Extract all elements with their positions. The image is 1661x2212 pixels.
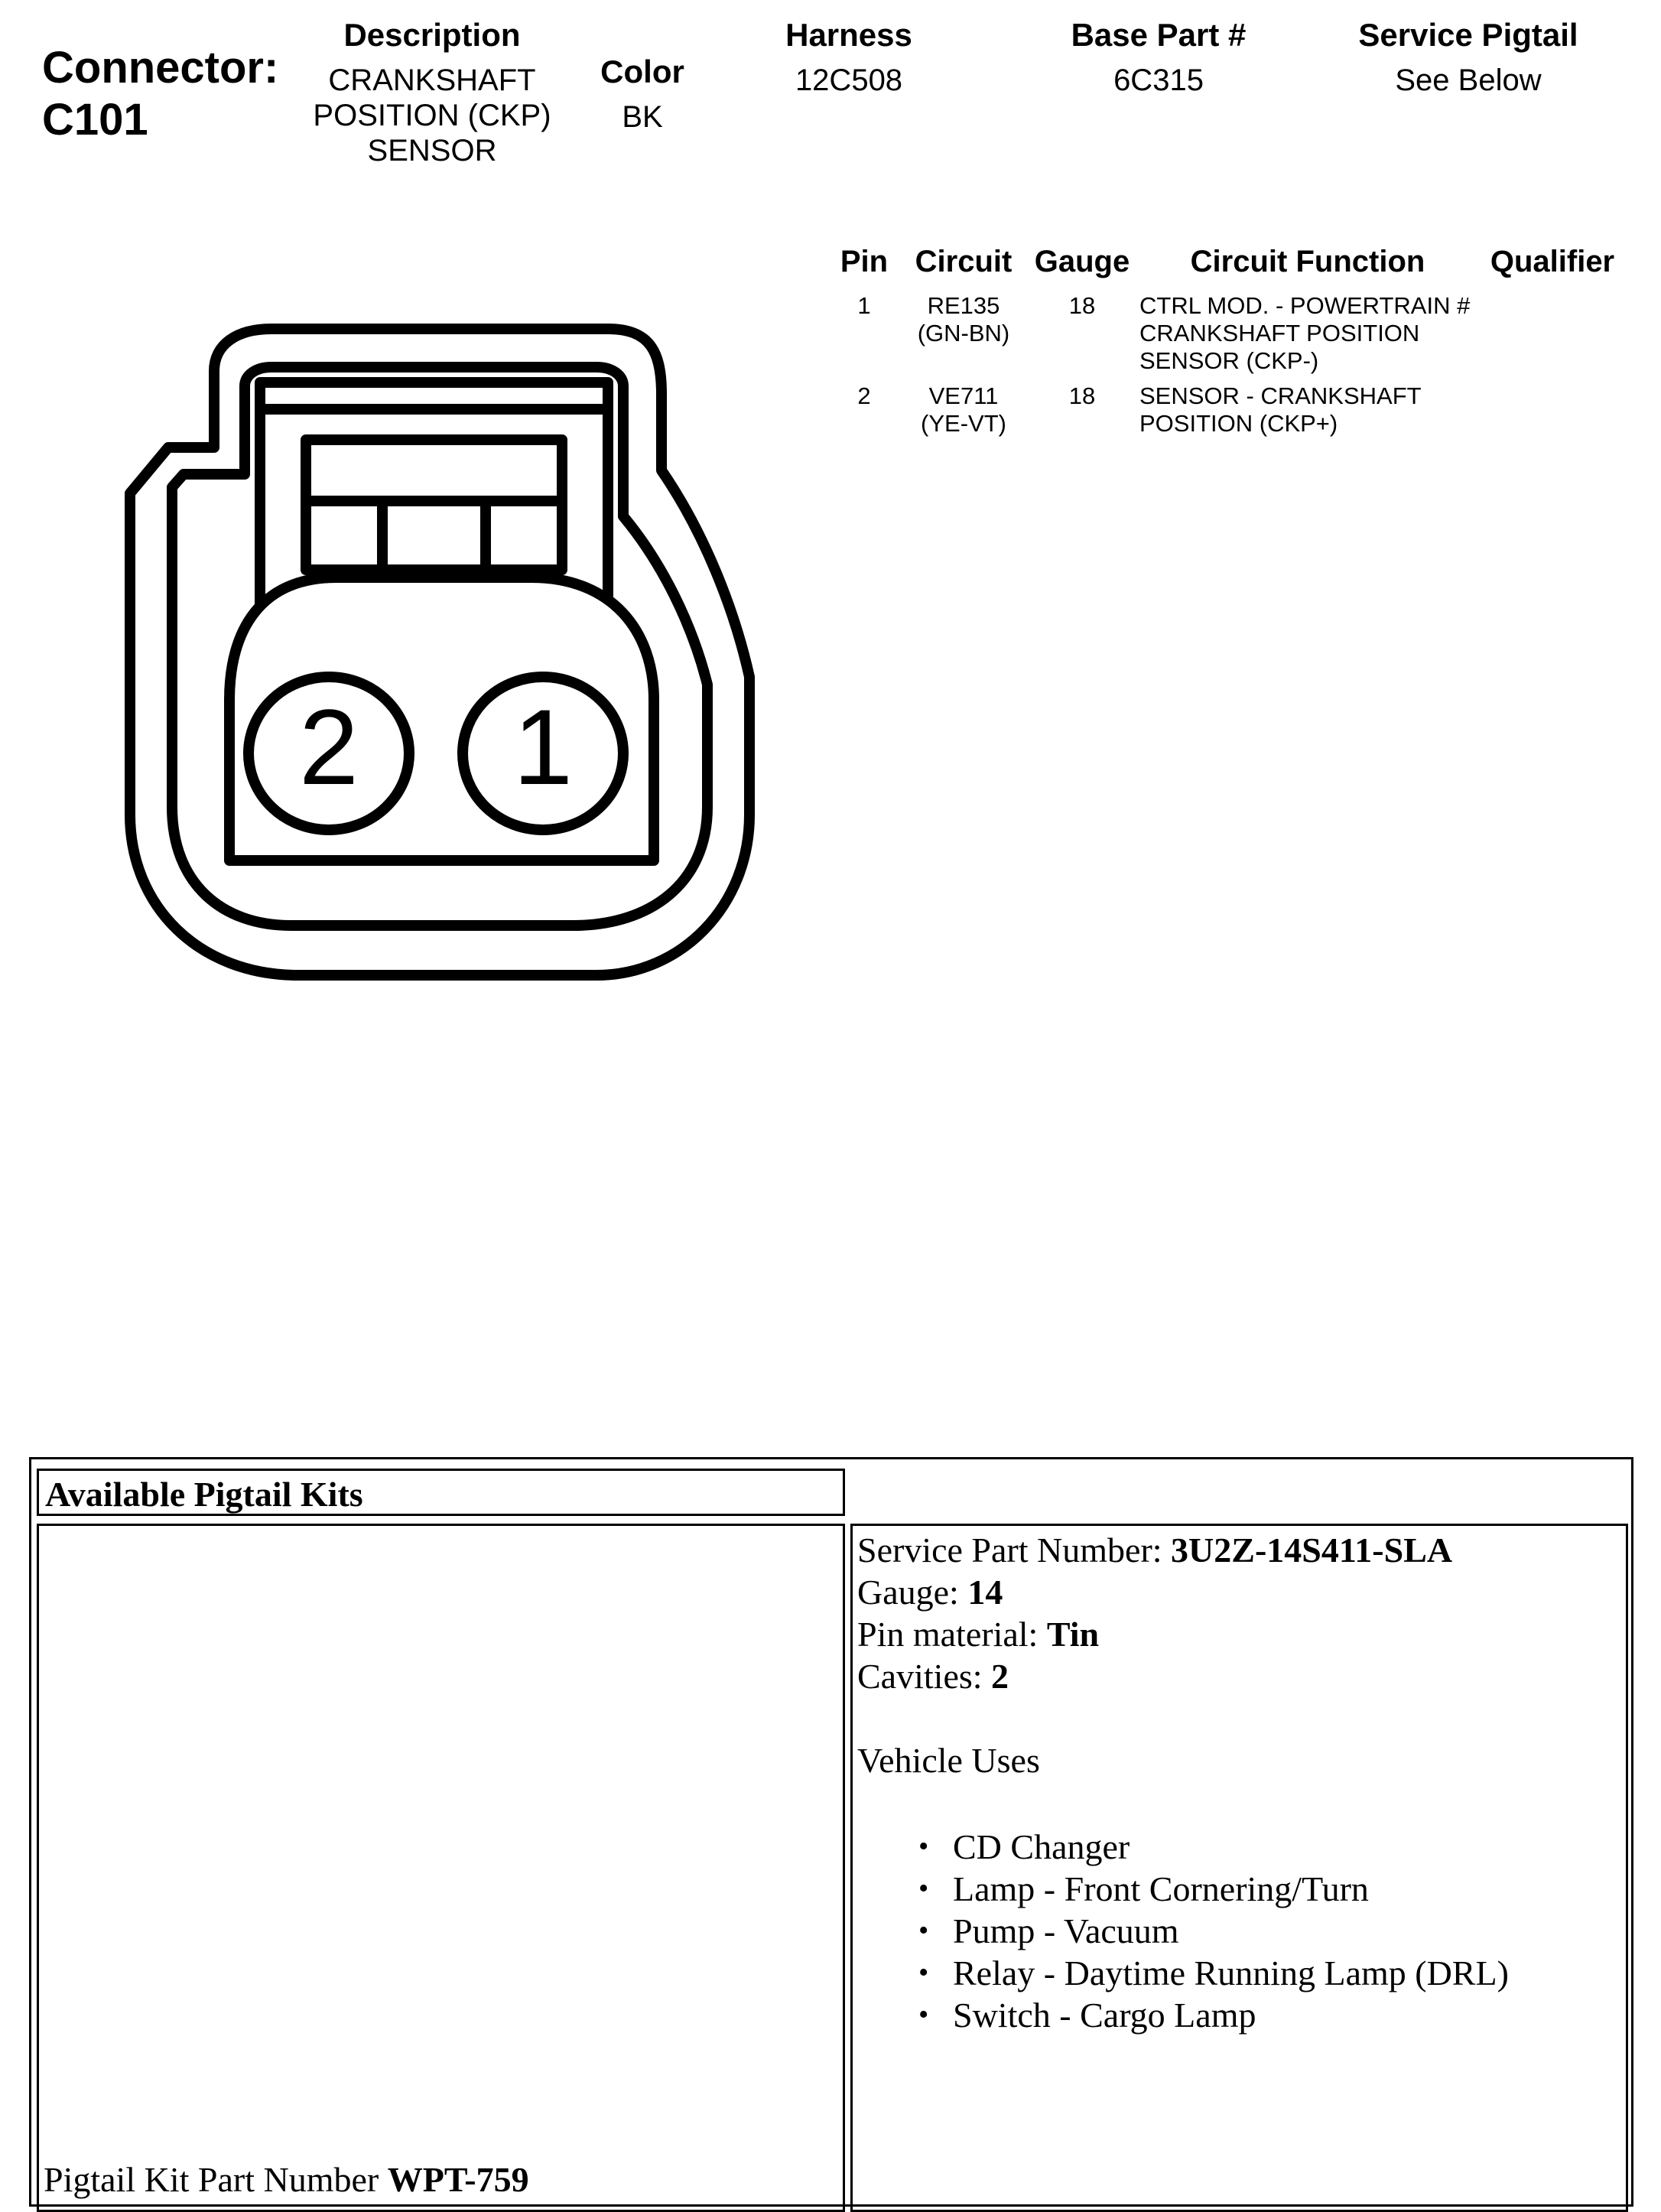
vehicle-uses-list [857, 1826, 1621, 2036]
service-pigtail-column [1323, 17, 1614, 98]
harness-column [734, 17, 964, 98]
lock-tab [306, 440, 562, 501]
circuit-cell: VE711 (YE-VT) [921, 382, 1006, 437]
pigtail-kit-details-cell [850, 1524, 1628, 2212]
connector-face-diagram [115, 317, 772, 991]
description-column [283, 17, 581, 168]
color-label: Color [600, 54, 684, 89]
circuit-header: Circuit [915, 245, 1013, 278]
base-part-label: Base Part # [1071, 17, 1247, 53]
gauge-header: Gauge [1034, 245, 1130, 278]
description-value: CRANKSHAFT POSITION (CKP) SENSOR [313, 63, 551, 168]
gauge-cell: 18 [1068, 292, 1096, 319]
pigtail-kit-image-cell [37, 1524, 845, 2212]
circuit-cell: RE135 (GN-BN) [917, 292, 1010, 346]
service-pigtail-label: Service Pigtail [1358, 17, 1578, 53]
connector-label: Connector: [42, 43, 279, 93]
color-column [566, 54, 719, 135]
circuit-function-cell: CTRL MOD. - POWERTRAIN # CRANKSHAFT POSITION SENSOR (CKP-) [1139, 292, 1471, 374]
connector-id: C101 [42, 95, 148, 145]
base-part-value: 6C315 [1113, 63, 1204, 97]
circuit-function-header: Circuit Function [1190, 245, 1425, 278]
circuit-function-cell: SENSOR - CRANKSHAFT POSITION (CKP+) [1139, 382, 1422, 437]
service-part-number: Service Part Number: 3U2Z-14S411-SLA [857, 1531, 1453, 1570]
gauge-cell: 18 [1068, 382, 1096, 409]
list-item: • Lamp - Front Cornering/Turn [857, 1868, 1621, 1910]
cavity-1-label: 1 [513, 687, 573, 807]
color-value: BK [622, 100, 663, 134]
kit-gauge: Gauge: 14 [857, 1573, 1003, 1612]
pigtail-kits-title-cell [37, 1469, 845, 1516]
pin-number: 2 [857, 382, 871, 409]
service-pigtail-value: See Below [1395, 63, 1542, 97]
list-item: • CD Changer [857, 1826, 1621, 1868]
list-item: • Relay - Daytime Running Lamp (DRL) [857, 1952, 1621, 1994]
harness-value: 12C508 [795, 63, 903, 97]
pin-header: Pin [840, 245, 889, 278]
qualifier-header: Qualifier [1490, 245, 1615, 278]
cavities: Cavities: 2 [857, 1657, 1009, 1696]
connector-title [42, 42, 278, 146]
harness-label: Harness [785, 17, 912, 53]
description-label: Description [343, 17, 521, 53]
list-item: • Pump - Vacuum [857, 1910, 1621, 1952]
pigtail-kit-part-number: Pigtail Kit Part Number WPT-759 [44, 2160, 529, 2199]
list-item: • Switch - Cargo Lamp [857, 1994, 1621, 2036]
cavity-2-label: 2 [299, 687, 359, 807]
base-part-column [1025, 17, 1292, 98]
pin-number: 1 [857, 292, 871, 319]
pin-material: Pin material: Tin [857, 1615, 1100, 1654]
pigtail-kits-title: Available Pigtail Kits [45, 1475, 363, 1514]
vehicle-uses-label: Vehicle Uses [857, 1741, 1040, 1780]
